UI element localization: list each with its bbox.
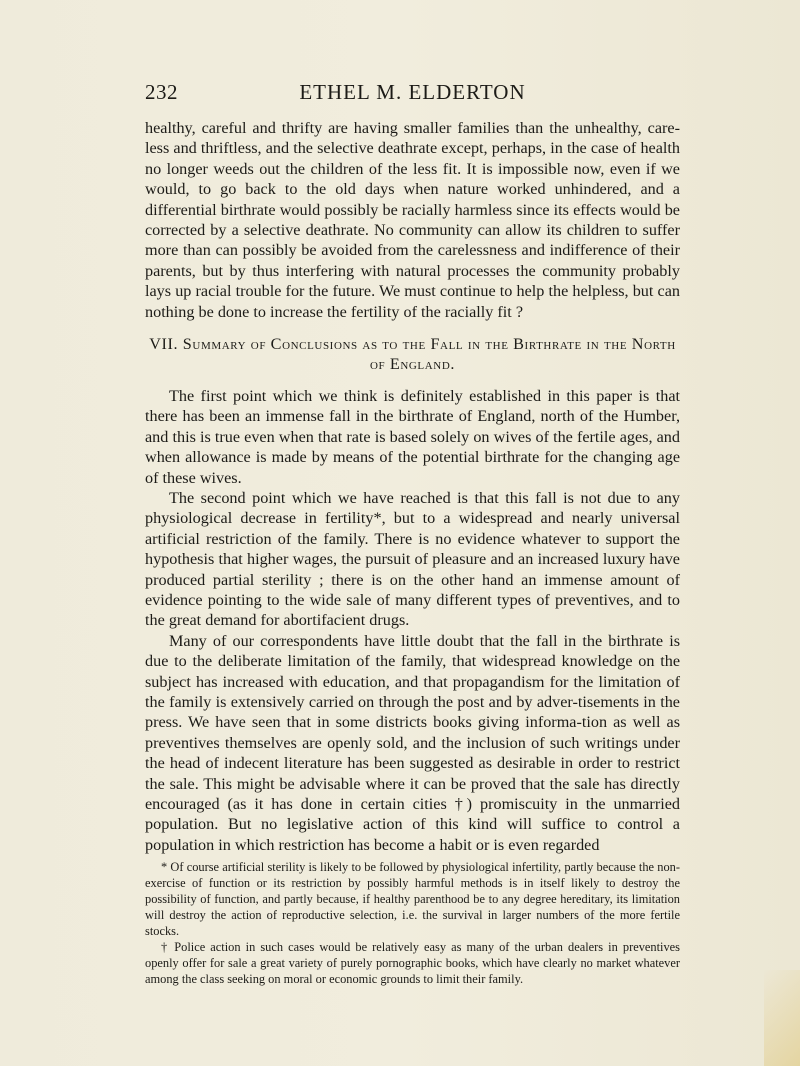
page-header	[145, 80, 680, 110]
page-number: 232	[145, 80, 178, 104]
footnote-asterisk: * Of course artificial sterility is likely to be followed by physiological infertility, partly because the non-exercise of function or its restriction by possibly harmful methods is in itself likely to destroy the possibility of function, and partly because, if healthy parenthood be to any degree hereditary, its limitation will destroy the action of reproductive selection, i.e. the survival in larger numbers of the more fertile stocks.	[145, 860, 680, 939]
section-paragraph-1: The first point which we think is definitely established in this paper is that there has been an immense fall in the birthrate of England, north of the Humber, and this is true even when that rate is based solely on wives of the fertile ages, and when allowance is made by means of the potential birthrate for the changing age of these wives.	[145, 386, 680, 487]
section-paragraph-2: The second point which we have reached is that this fall is not due to any physiological decrease in fertility*, but to a widespread and nearly universal artificial restriction of the family. There is no evidence whatever to support the hypothesis that higher wages, the pursuit of pleasure and an increased luxury have produced partial sterility ; there is on the other hand an immense amount of evidence pointing to the wide sale of many different types of preventives, and to the great demand for abortifacient drugs.	[145, 488, 680, 630]
section-paragraph-3: Many of our correspondents have little doubt that the fall in the birthrate is due to the deliberate limitation of the family, that widespread knowledge on the subject has increased with education, and that propagandism for the limitation of the family is extensively carried on through the post and by adver-tisements in the press. We have seen that in some districts books giving informa-tion as well as preventives themselves are openly sold, and the inclusion of such writings under the head of indecent literature has been suggested as desirable in order to restrict the sale. This might be advisable where it can be proved that the sale has directly encouraged (as it has done in certain cities †) promiscuity in the unmarried population. But no legislative action of this kind will suffice to control a population in which restriction has become a habit or is even regarded	[145, 631, 680, 854]
page-corner-shadow	[764, 970, 800, 1066]
footnotes	[145, 859, 680, 987]
running-head: ETHEL M. ELDERTON	[299, 80, 526, 104]
continued-paragraph: healthy, careful and thrifty are having smaller families than the unhealthy, care-less and thriftless, and the selective deathrate except, perhaps, in the case of health no longer weeds out the children of the less fit. It is impossible now, even if we would, to go back to the old days when nature worked unhindered, and a differential birthrate would possibly be racially harmless since its effects would be corrected by a selective deathrate. No community can allow its children to suffer more than can possibly be avoided from the carelessness and indifference of their parents, but by thus interfering with natural processes the community probably lays up racial trouble for the future. We must continue to help the helpless, but can nothing be done to increase the fertility of the racially fit ?	[145, 119, 680, 321]
body-text	[145, 118, 680, 987]
footnote-dagger: † Police action in such cases would be relatively easy as many of the urban dealers in preventives openly offer for sale a great variety of purely pornographic books, which have clearly no market whatever among the class seeking on moral or economic grounds to limit their family.	[145, 940, 680, 987]
section-heading: VII. Summary of Conclusions as to the Fall in the Birthrate in the North of England.	[149, 335, 676, 374]
